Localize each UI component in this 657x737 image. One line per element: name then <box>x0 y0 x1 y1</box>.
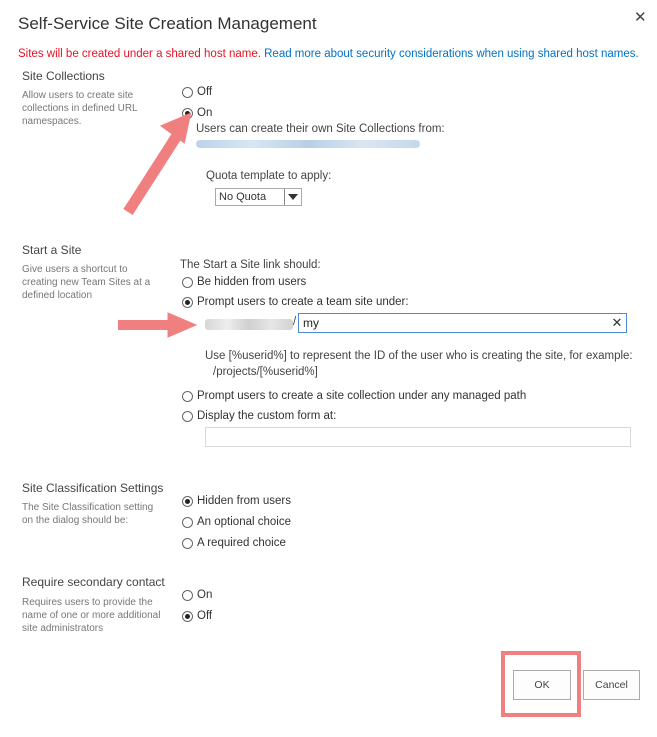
option-label: Off <box>197 86 213 98</box>
classification-optional-option[interactable] <box>182 516 291 528</box>
secondary-contact-title: Require secondary contact <box>22 575 165 589</box>
security-link[interactable]: Read more about security considerations when using shared host names. <box>264 48 639 60</box>
site-collections-from-label: Users can create their own Site Collections from: <box>196 123 445 135</box>
option-label: On <box>197 589 213 601</box>
option-label: Prompt users to create a site collection under any managed path <box>197 390 527 402</box>
start-a-site-managed-path-option[interactable] <box>182 390 526 402</box>
radio-team-site[interactable] <box>182 297 193 308</box>
radio-secondary-off[interactable] <box>182 611 193 622</box>
userid-hint-example: /projects/[%userid%] <box>213 366 318 378</box>
radio-hidden[interactable] <box>182 277 193 288</box>
dialog-title: Self-Service Site Creation Management <box>18 14 317 33</box>
arrow-to-path-input <box>118 313 196 337</box>
host-url-redacted <box>205 319 293 330</box>
start-a-site-team-site-option[interactable] <box>182 296 409 308</box>
secondary-contact-on-option[interactable] <box>182 589 212 601</box>
secondary-contact-description: Requires users to provide the name of one or more additional site administrators <box>22 597 161 634</box>
start-a-site-title: Start a Site <box>22 243 82 257</box>
site-collections-on-option[interactable] <box>182 107 212 119</box>
team-site-path-input[interactable] <box>298 313 627 333</box>
classification-hidden-option[interactable] <box>182 495 291 507</box>
radio-secondary-on[interactable] <box>182 590 193 601</box>
start-a-site-description: Give users a shortcut to creating new Team Sites at a defined location <box>22 264 151 301</box>
clear-icon[interactable]: ✕ <box>611 315 623 330</box>
option-label: Off <box>197 610 213 622</box>
start-a-site-hidden-option[interactable] <box>182 276 306 288</box>
option-label: On <box>197 107 213 119</box>
radio-managed-path[interactable] <box>182 391 193 402</box>
warning-text: Sites will be created under a shared host name. <box>18 48 261 60</box>
option-label: Be hidden from users <box>197 276 307 288</box>
custom-form-url-input[interactable] <box>205 427 631 447</box>
close-icon[interactable]: ✕ <box>634 9 647 26</box>
site-collection-url-redacted <box>196 140 420 148</box>
userid-hint: Use [%userid%] to represent the ID of the user who is creating the site, for example: <box>205 350 633 362</box>
option-label: An optional choice <box>197 516 291 528</box>
secondary-contact-off-option[interactable] <box>182 610 212 622</box>
quota-template-value: No Quota <box>219 191 267 203</box>
start-a-site-custom-form-option[interactable] <box>182 410 336 422</box>
radio-custom-form[interactable] <box>182 411 193 422</box>
ok-button[interactable]: OK <box>513 670 571 700</box>
option-label: Hidden from users <box>197 495 291 507</box>
radio-on[interactable] <box>182 108 193 119</box>
site-collections-title: Site Collections <box>22 69 105 83</box>
radio-classification-hidden[interactable] <box>182 496 193 507</box>
site-collections-description: Allow users to create site collections in defined URL namespaces. <box>22 90 138 127</box>
option-label: Prompt users to create a team site under: <box>197 296 409 308</box>
classification-title: Site Classification Settings <box>22 481 164 495</box>
option-label: Display the custom form at: <box>197 410 337 422</box>
arrow-to-on-option <box>128 114 190 212</box>
quota-template-select[interactable] <box>215 188 302 206</box>
radio-classification-optional[interactable] <box>182 517 193 528</box>
classification-description: The Site Classification setting on the dialog should be: <box>22 502 154 526</box>
quota-template-label: Quota template to apply: <box>206 170 332 182</box>
start-a-site-link-label: The Start a Site link should: <box>180 259 321 271</box>
site-collections-off-option[interactable] <box>182 86 212 98</box>
path-separator: / <box>293 316 297 328</box>
cancel-button[interactable]: Cancel <box>583 670 640 700</box>
radio-off[interactable] <box>182 87 193 98</box>
radio-classification-required[interactable] <box>182 538 193 549</box>
team-site-path-value: my <box>303 316 319 330</box>
shared-host-warning <box>18 48 639 60</box>
classification-required-option[interactable] <box>182 537 286 549</box>
chevron-down-icon[interactable] <box>284 189 301 205</box>
option-label: A required choice <box>197 537 286 549</box>
